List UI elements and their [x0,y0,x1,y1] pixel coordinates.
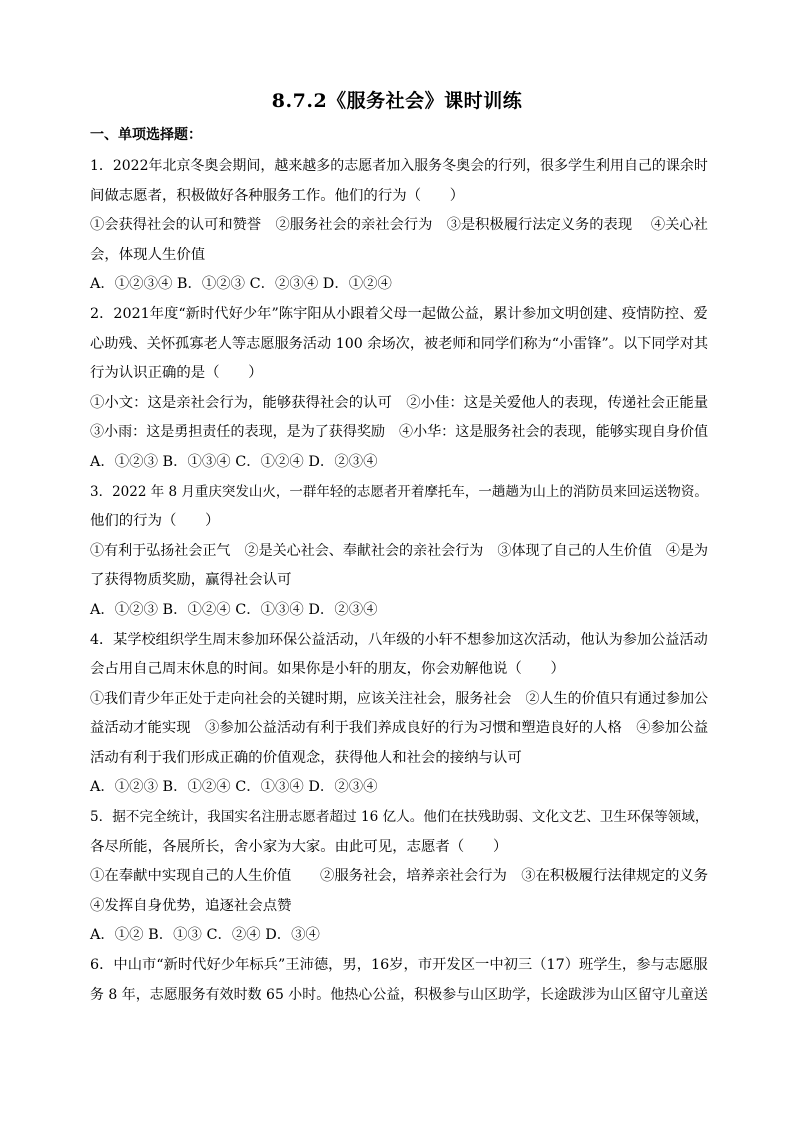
section-heading: 一、单项选择题： [90,127,202,143]
question-5 [90,803,708,951]
statement-text: ④发挥自身优势，追逐社会点赞 [90,897,292,914]
answer-options: A．①②③ B．①③④ C．①②④ D．②③④ [90,453,378,470]
question-text: 间做志愿者，积极做好各种服务工作。他们的行为（ ） [90,187,465,204]
statement-text: ①有利于弘扬社会正气 ②是关心社会、奉献社会的亲社会行为 ③体现了自己的人生价值 ④是为 [90,542,709,559]
statement-text: 了获得物质奖励，赢得社会认可 [90,572,292,589]
question-text: 2．2021年度“新时代好少年”陈宇阳从小跟着父母一起做公益，累计参加文明创建、疫情防控、爱 [90,305,708,322]
question-text: 行为认识正确的是（ ） [90,365,263,382]
statement-text: ①会获得社会的认可和赞誉 ②服务社会的亲社会行为 ③是积极履行法定义务的表现 ④关心社 [90,217,708,234]
answer-options: A．①②③ B．①②④ C．①③④ D．②③④ [90,779,378,796]
question-text: 会占用自己周末休息的时间。如果你是小轩的朋友，你会劝解他说（ ） [90,661,565,678]
question-text: 心助残、关怀孤寡老人等志愿服务活动 100 余场次，被老师和同学们称为“小雷锋”。以下同学对其 [90,335,709,352]
answer-options: A．①②③ B．①②④ C．①③④ D．②③④ [90,601,378,618]
question-text: 4．某学校组织学生周末参加环保公益活动，八年级的小轩不想参加这次活动，他认为参加公益活动 [90,631,708,648]
question-1 [90,152,708,300]
question-list [90,152,708,1010]
question-4 [90,626,708,804]
question-3 [90,478,708,626]
question-text: 5．据不完全统计，我国实名注册志愿者超过 16 亿人。他们在扶残助弱、文化文艺、卫生环保等领域， [90,809,709,826]
statement-text: 活动有利于我们形成正确的价值观念，获得他人和社会的接纳与认可 [90,749,522,766]
page-title: 8.7.2《服务社会》课时训练 [271,90,523,112]
question-2 [90,300,708,478]
question-text: 1．2022年北京冬奥会期间，越来越多的志愿者加入服务冬奥会的行列，很多学生利用自己的课余时 [90,158,708,174]
answer-options: A．①② B．①③ C．②④ D．③④ [90,927,320,944]
question-text: 6．中山市“新时代好少年标兵”王沛德，男，16岁，市开发区一中初三（17）班学生，参与志愿服 [90,957,708,974]
statement-text: 会，体现人生价值 [90,246,206,263]
question-text: 他们的行为（ ） [90,513,220,530]
statement-text: ①在奉献中实现自己的人生价值 ②服务社会，培养亲社会行为 ③在积极履行法律规定的义务 [90,868,709,885]
statement-text: ③小雨：这是勇担责任的表现，是为了获得奖励 ④小华：这是服务社会的表现，能够实现自身价值 [90,424,709,441]
question-text: 各尽所能，各展所长，舍小家为大家。由此可见，志愿者（ ） [90,838,508,855]
question-text: 3．2022 年 8 月重庆突发山火，一群年轻的志愿者开着摩托车，一趟趟为山上的消防员来回运送物资。 [90,483,708,500]
question-text: 务 8 年，志愿服务有效时数 65 小时。他热心公益，积极参与山区助学，长途跋涉为山区留守儿童送 [90,986,708,1003]
answer-options: A．①②③④ B．①②③ C．②③④ D．①②④ [90,276,392,293]
statement-text: ①小文：这是亲社会行为，能够获得社会的认可 ②小佳：这是关爱他人的表现，传递社会正能量 [90,394,709,411]
question-6 [90,951,708,1010]
statement-text: ①我们青少年正处于走向社会的关键时期，应该关注社会，服务社会 ②人生的价值只有通过参加公 [90,690,709,707]
statement-text: 益活动才能实现 ③参加公益活动有利于我们养成良好的行为习惯和塑造良好的人格 ④参加公益 [90,720,709,737]
